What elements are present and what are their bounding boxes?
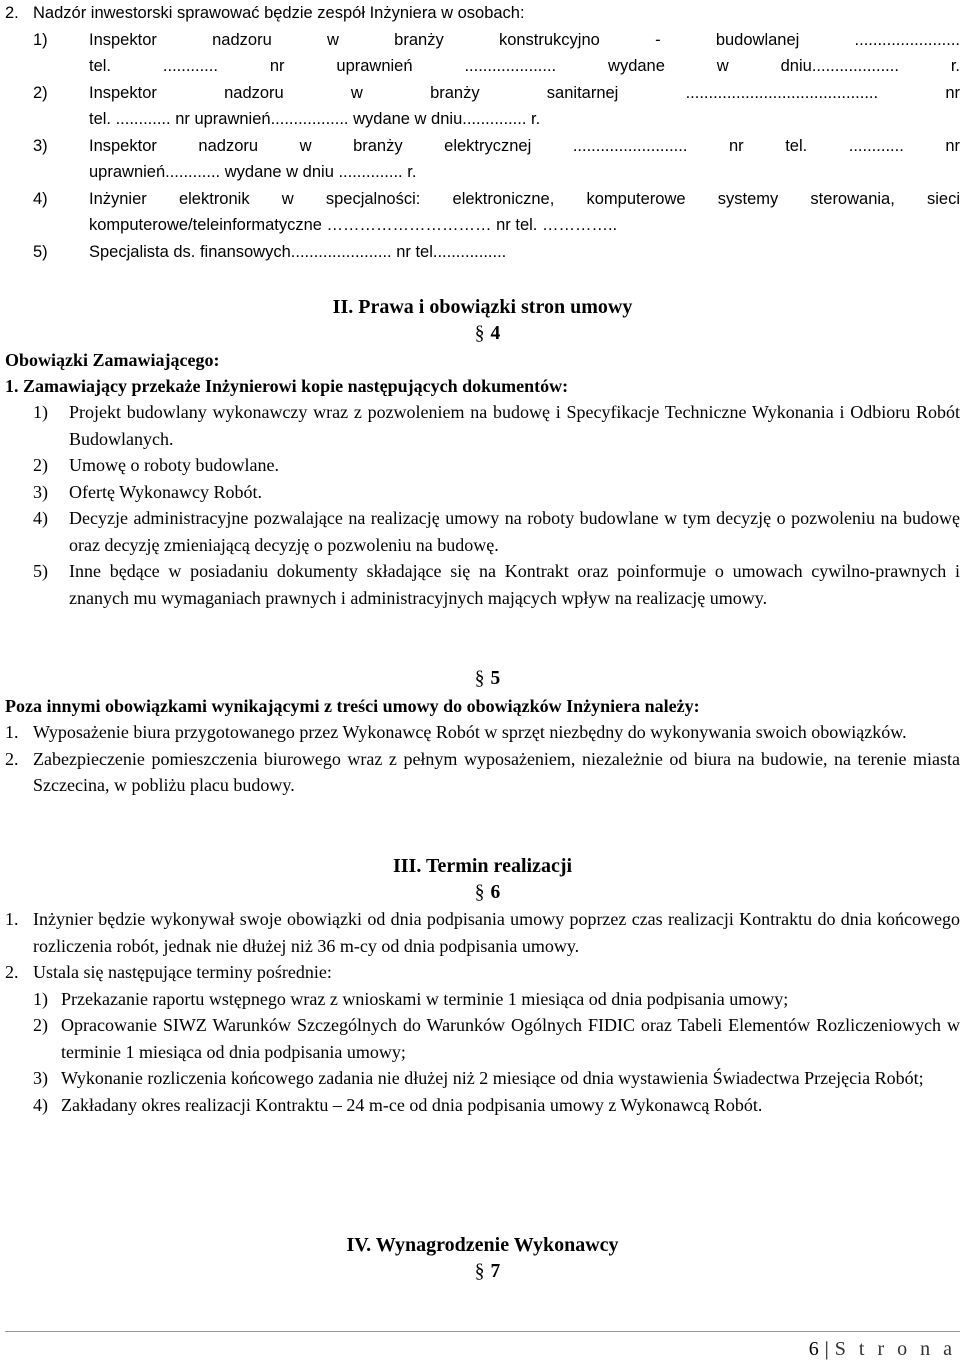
list-number: 5) <box>33 242 48 261</box>
inspectors-section <box>5 0 960 265</box>
paragraph-number: 6 <box>490 882 501 903</box>
paragraph-symbol: § <box>474 668 485 689</box>
inspector-item-4 <box>33 186 960 239</box>
list-item <box>5 452 960 479</box>
list-item-text: Wykonanie rozliczenia końcowego zadania nie dłużej niż 2 miesiące od dnia wystawienia Świadectwa Przejęcia Robót; <box>61 1068 924 1088</box>
paragraph-symbol: § <box>474 323 485 344</box>
list-number: 2) <box>33 1015 48 1035</box>
inspector-line: Inspektor nadzoru w branży elektrycznej ......................... nr tel. ............ nr <box>89 136 960 155</box>
inspectors-intro <box>5 0 960 27</box>
duties-title: Poza innymi obowiązkami wynikającymi z treści umowy do obowiązków Inżyniera należy: <box>5 696 700 716</box>
list-item-text: Opracowanie SIWZ Warunków Szczególnych do Warunków Ogólnych FIDIC oraz Tabeli Elementów Rozliczeniowych w terminie 1 miesiąca od dnia podpisania umowy; <box>61 1015 960 1062</box>
part-2 <box>5 293 960 611</box>
list-number: 2) <box>33 455 48 475</box>
list-number: 1) <box>33 30 48 49</box>
inspector-line: komputerowe/teleinformatyczne ………………………… nr tel. ………….. <box>89 216 618 234</box>
part-4 <box>5 1231 960 1285</box>
list-item <box>5 479 960 506</box>
section-heading: III. Termin realizacji <box>392 855 573 877</box>
list-item-text: Inżynier będzie wykonywał swoje obowiązki od dnia podpisania umowy poprzez czas realizacji Kontraktu do dnia końcowego rozliczenia robót, jednak nie dłużej niż 36 m-cy od dnia podpisania umowy. <box>33 909 960 956</box>
list-number: 1. <box>5 376 19 396</box>
list-item <box>5 719 960 746</box>
inspector-item-5 <box>33 239 960 266</box>
list-number: 3) <box>33 1068 48 1088</box>
page-footer <box>809 1336 956 1362</box>
list-item <box>5 746 960 799</box>
list-item-text: Inne będące w posiadaniu dokumenty składające się na Kontrakt oraz poinformuje o umowach cywilno-prawnych i znanych mu wymaganiach prawnych i administracyjnych mających wpływ na realizację umowy. <box>69 561 960 608</box>
list-number: 4) <box>33 189 48 208</box>
list-item-text: Wyposażenie biura przygotowanego przez Wykonawcę Robót w sprzęt niezbędny do wykonywania swoich obowiązków. <box>33 722 907 742</box>
paragraph-mark <box>5 666 960 692</box>
intro-text: Nadzór inwestorski sprawować będzie zespół Inżyniera w osobach: <box>33 4 525 22</box>
inspector-line: Inspektor nadzoru w branży konstrukcyjno - budowlanej ....................... <box>89 30 960 49</box>
list-item <box>5 399 960 452</box>
list-number: 4) <box>33 508 48 528</box>
list-number: 2. <box>5 962 19 982</box>
part-3 <box>5 852 960 1118</box>
paragraph-symbol: § <box>474 882 485 903</box>
list-item-text: Zabezpieczenie pomieszczenia biurowego wraz z pełnym wyposażeniem, niezależnie od biura na budowie, na terenie miasta Szczecina, w pobliżu placu budowy. <box>33 748 960 795</box>
list-number: 3) <box>33 136 48 155</box>
section-heading: IV. Wynagrodzenie Wykonawcy <box>346 1234 619 1256</box>
list-item-text: Ofertę Wykonawcy Robót. <box>69 481 263 502</box>
inspector-line: tel. ............ nr uprawnień .................... wydane w dniu................... r. <box>89 57 960 75</box>
list-number: 1. <box>5 722 19 742</box>
inspector-line: Specjalista ds. finansowych...................... nr tel................ <box>89 242 507 261</box>
list-number: 2. <box>5 4 19 22</box>
inspector-item-2 <box>33 80 960 133</box>
inspector-item-3 <box>33 133 960 186</box>
list-item-text: Ustala się następujące terminy pośrednie: <box>33 962 332 982</box>
inspector-item-1 <box>33 27 960 80</box>
list-item-text: Projekt budowlany wykonawczy wraz z pozwoleniem na budowę i Specyfikacje Techniczne Wykonania i Odbioru Robót Budowlanych. <box>69 402 960 449</box>
inspector-line: tel. ............ nr uprawnień................. wydane w dniu.............. r. <box>89 110 541 128</box>
paragraph-mark <box>5 1259 960 1285</box>
list-number: 2) <box>33 83 48 102</box>
inspector-line: Inspektor nadzoru w branży sanitarnej .......................................... nr <box>89 83 960 102</box>
obligation-item <box>5 373 960 399</box>
paragraph-symbol: § <box>474 1261 485 1282</box>
paragraph-5-block <box>5 666 960 799</box>
terms-list <box>5 986 960 1119</box>
list-item <box>5 986 960 1013</box>
documents-list <box>5 399 960 611</box>
list-item-text: Przekazanie raportu wstępnego wraz z wnioskami w terminie 1 miesiąca od dnia podpisania umowy; <box>61 988 789 1009</box>
list-item <box>5 906 960 959</box>
obligations-title: Obowiązki Zamawiającego: <box>5 350 220 370</box>
list-number: 4) <box>33 1094 48 1115</box>
list-item-text: Umowę o roboty budowlane. <box>69 455 279 475</box>
list-number: 1) <box>33 402 48 422</box>
list-number: 1. <box>5 909 19 929</box>
paragraph-mark <box>5 321 960 347</box>
section-heading: II. Prawa i obowiązki stron umowy <box>332 296 633 318</box>
list-item <box>5 959 960 986</box>
list-item-text: Zakładany okres realizacji Kontraktu – 24 m-ce od dnia podpisania umowy z Wykonawcą Robót. <box>61 1094 763 1115</box>
list-item <box>5 505 960 558</box>
inspector-line: uprawnień............ wydane w dniu .............. r. <box>89 163 417 181</box>
list-item <box>5 1065 960 1092</box>
list-number: 2. <box>5 748 19 769</box>
obligation-text: Zamawiający przekaże Inżynierowi kopie następujących dokumentów: <box>23 376 569 396</box>
list-item <box>5 1012 960 1065</box>
inspector-line: Inżynier elektronik w specjalności: elektroniczne, komputerowe systemy sterowania, sieci <box>89 189 960 208</box>
page-number: 6 <box>808 1338 819 1360</box>
list-item-text: Decyzje administracyjne pozwalające na realizację umowy na roboty budowlane w tym decyzję o pozwoleniu na budowę oraz decyzję zmieniającą decyzję o pozwoleniu na budowę. <box>69 508 960 555</box>
list-item <box>5 558 960 611</box>
paragraph-number: 7 <box>490 1261 501 1282</box>
list-item <box>5 1092 960 1119</box>
list-number: 1) <box>33 988 48 1009</box>
list-number: 5) <box>33 561 48 581</box>
footer-divider <box>5 1331 960 1332</box>
page-label: S t r o n a <box>834 1338 956 1360</box>
footer-separator: | <box>824 1338 829 1360</box>
paragraph-number: 5 <box>490 668 501 689</box>
paragraph-mark <box>5 880 960 906</box>
list-number: 3) <box>33 481 48 502</box>
paragraph-number: 4 <box>490 323 501 344</box>
